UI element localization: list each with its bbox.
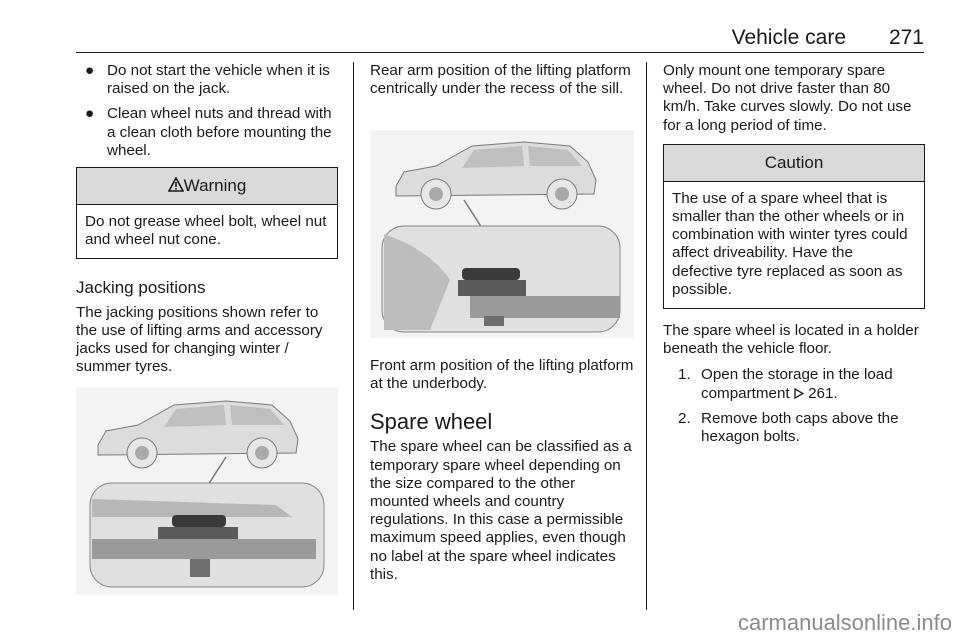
list-item: 1. Open the storage in the load compartment 261.	[678, 366, 893, 402]
rear-arm-position-text: Rear arm position of the lifting platform centrically under the recess of the sill.	[370, 62, 631, 98]
caution-text: The use of a spare wheel that is smaller than the other wheels or in combination with winter tyres could affect driveability. Have the defective tyre replaced as soon as possible.	[672, 189, 908, 298]
step-list	[663, 366, 925, 446]
warning-title: Warning	[183, 176, 247, 196]
spare-wheel-text: The spare wheel can be classified as a temporary spare wheel depending on the size compared to the other mounted wheels and country regulations. In this case a permissible maximum speed applies, even though no label at the spare wheel indicates this.	[370, 438, 632, 583]
warning-triangle-icon	[168, 177, 184, 192]
page-number: 271	[888, 26, 924, 49]
jacking-positions-heading: Jacking positions	[76, 278, 206, 298]
caution-box	[663, 144, 925, 309]
column-right	[663, 62, 925, 453]
spare-wheel-heading: Spare wheel	[370, 409, 493, 435]
page-header	[76, 26, 924, 53]
spare-wheel-location-text: The spare wheel is located in a holder beneath the vehicle floor.	[663, 322, 919, 358]
bullet-icon: ●	[85, 62, 95, 79]
warning-box	[76, 167, 338, 259]
front-arm-position-text: Front arm position of the lifting platform at the underbody.	[370, 357, 634, 393]
watermark: carmanualsonline.info	[737, 610, 952, 635]
list-item: 2. Remove both caps above the hexagon bolts.	[678, 409, 899, 446]
column-middle	[370, 62, 634, 98]
front-jacking-position-illustration	[76, 387, 338, 595]
lift-pad-closeup-icon	[90, 483, 324, 587]
page-reference-arrow-icon	[794, 388, 804, 399]
bullet-icon: ●	[85, 105, 95, 123]
list-item: ● Clean wheel nuts and thread with a clean cloth before mounting the wheel.	[85, 105, 332, 159]
precaution-list	[76, 62, 338, 160]
column-middle-lower	[370, 357, 634, 584]
temporary-spare-intro: Only mount one temporary spare wheel. Do not drive faster than 80 km/h. Take curves slowly. Do not use for a long period of time.	[663, 62, 912, 134]
page-reference[interactable]: 261.	[808, 384, 838, 402]
column-divider	[646, 62, 647, 610]
jacking-positions-text: The jacking positions shown refer to the use of lifting arms and accessory jacks used for changing winter / summer tyres.	[76, 303, 323, 376]
lift-pad-closeup-icon	[382, 226, 620, 332]
chapter-title: Vehicle care	[731, 26, 846, 49]
column-left	[76, 62, 338, 376]
rear-jacking-position-illustration	[370, 130, 634, 338]
warning-text: Do not grease wheel bolt, wheel nut and wheel nut cone.	[85, 213, 327, 249]
column-divider	[353, 62, 354, 610]
list-item: ● Do not start the vehicle when it is raised on the jack.	[85, 62, 330, 98]
warning-header	[77, 168, 337, 205]
caution-header: Caution	[664, 145, 924, 182]
